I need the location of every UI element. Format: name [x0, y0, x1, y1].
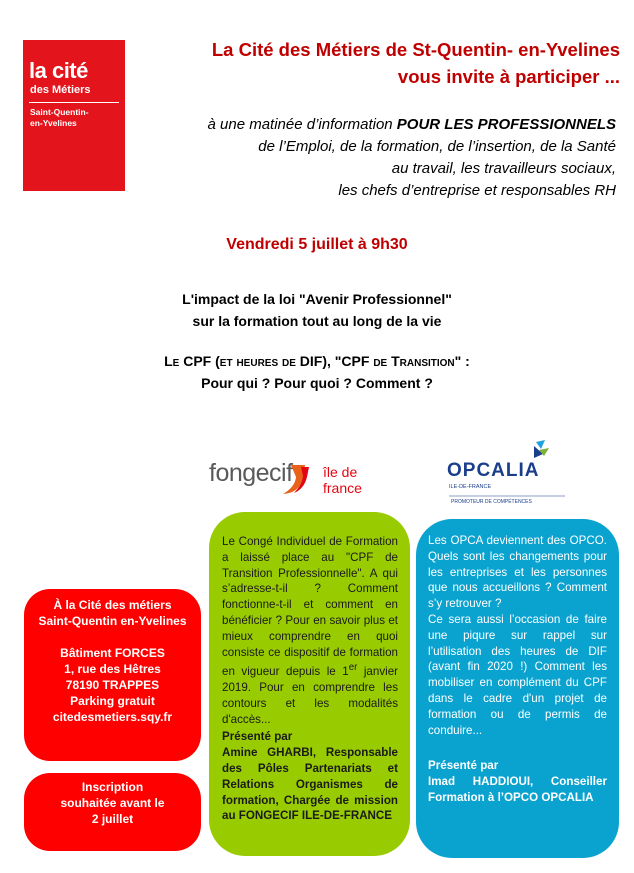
fongecif-description: Le Congé Individuel de Formation a laissé place au "CPF de Transition Professionnelle". A qui s’adresse-t-il ? Comment fonctionne-t-il et comment en bénéficier ? Pour en savoir plus et mieux comprendre en quoi consiste ce dispositif de formation en vigueur depuis le 1er janvier 2019. Pour en comprendre les contours et les modalités d'accès... [222, 535, 399, 726]
registration-box [24, 773, 201, 851]
heading-line1: La Cité des Métiers de St-Quentin- en-Yvelines [211, 39, 620, 60]
topic-avenir-professionnel [0, 288, 634, 332]
logo-brand-line2: des Métiers [30, 84, 91, 96]
logo-place [30, 107, 89, 129]
topic1-line1: L'impact de la loi "Avenir Professionnel" [182, 291, 452, 307]
heading-line2: vous invite à participer ... [397, 66, 620, 87]
opcalia-description-2: Ce sera aussi l’occasion de faire une piqure sur rappel sur l’utilisation des heures de DIF (avant fin 2020 !) Comment les mobiliser en complément du CPF dans le cadre d'un projet de formation ou de permis de conduire... [428, 612, 607, 737]
opcalia-presented-by: Présenté par [428, 759, 499, 773]
opcalia-description-1: Les OPCA deviennent des OPCO. Quels sont les changements pour les entreprises et les personnes que nous accueillons ? Comment s’y retrouver ? [428, 534, 607, 611]
topic2-line2: Pour qui ? Pour quoi ? Comment ? [201, 375, 433, 391]
opcalia-presenter: Imad HADDIOUI, Conseiller Formation à l’OPCO OPCALIA [428, 775, 607, 804]
logo-place-line2: en-Yvelines [30, 118, 77, 128]
registration-line3: 2 juillet [91, 812, 134, 826]
fongecif-region-line2: france [323, 480, 362, 496]
venue-street: 1, rue des Hêtres [64, 662, 161, 676]
opcalia-wordmark: OPCALIA [447, 460, 540, 481]
opcalia-region: ILE-DE-FRANCE [449, 484, 492, 490]
registration-line1: Inscription [81, 780, 144, 794]
venue-city: 78190 TRAPPES [65, 678, 160, 692]
intro-line4: les chefs d’entreprise et responsables RH [338, 182, 616, 199]
topic1-line2: sur la formation tout au long de la vie [192, 313, 442, 329]
intro-line1-bold: POUR LES PROFESSIONNELS [396, 116, 616, 133]
fongecif-session-box [209, 512, 410, 856]
registration-line2: souhaitée avant le [60, 796, 165, 810]
venue-parking: Parking gratuit [70, 694, 155, 708]
intro-line1-prefix: à une matinée d’information [207, 116, 397, 133]
topic2-line1: Le CPF (et heures de DIF), "CPF de Transition" : [164, 353, 470, 369]
topic-cpf [0, 350, 634, 394]
invitation-heading [212, 36, 620, 90]
fongecif-region-line1: île de [323, 464, 358, 480]
fongecif-wordmark: fongecif [209, 459, 293, 487]
venue-line2: Saint-Quentin en-Yvelines [38, 614, 187, 628]
logo-divider [29, 102, 119, 103]
venue-address-box [24, 589, 201, 761]
audience-intro [208, 114, 616, 202]
intro-line3: au travail, les travailleurs sociaux, [391, 160, 616, 177]
fongecif-logo [203, 447, 391, 507]
fongecif-presented-by: Présenté par [222, 730, 293, 744]
opcalia-tagline: PROMOTEUR DE COMPÉTENCES [451, 499, 532, 505]
fongecif-presenter: Amine GHARBI, Responsable des Pôles Partenariats et Relations Organismes de formation, Chargée de mission au FONGECIF ILE-DE-FRANCE [222, 746, 398, 823]
logo-place-line1: Saint-Quentin- [30, 107, 89, 117]
logo-brand-line1: la cité [29, 58, 88, 83]
venue-line1: À la Cité des métiers [53, 598, 172, 612]
intro-line2: de l’Emploi, de la formation, de l’insertion, de la Santé [258, 138, 616, 155]
opcalia-session-box [416, 519, 619, 858]
cite-des-metiers-logo [23, 40, 125, 191]
opcalia-logo [437, 440, 577, 510]
event-date: Vendredi 5 juillet à 9h30 [226, 236, 408, 253]
venue-website: citedesmetiers.sqy.fr [52, 710, 173, 724]
intro-line1 [208, 114, 616, 136]
venue-building: Bâtiment FORCES [60, 646, 165, 660]
